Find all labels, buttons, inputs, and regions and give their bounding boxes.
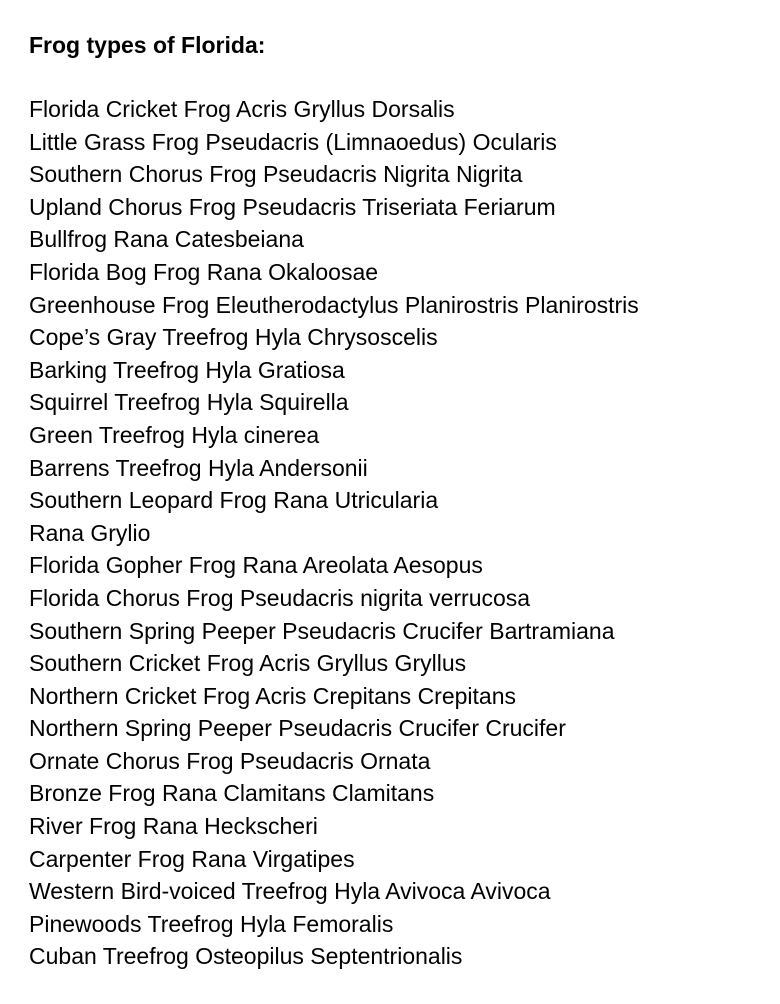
list-item: Western Bird-voiced Treefrog Hyla Avivoca Avivoca <box>29 878 551 905</box>
list-item: Bronze Frog Rana Clamitans Clamitans <box>29 780 435 807</box>
list-item: Southern Cricket Frog Acris Gryllus Gryllus <box>29 650 467 677</box>
list-item: Cope’s Gray Treefrog Hyla Chrysoscelis <box>29 324 438 351</box>
list-item: Northern Cricket Frog Acris Crepitans Crepitans <box>29 682 516 709</box>
list-item: Florida Cricket Frog Acris Gryllus Dorsalis <box>29 96 455 122</box>
list-item: Barking Treefrog Hyla Gratiosa <box>29 356 345 383</box>
list-item: Southern Chorus Frog Pseudacris Nigrita Nigrita <box>29 161 523 188</box>
list-item: Northern Spring Peeper Pseudacris Crucifer Crucifer <box>29 715 566 742</box>
list-item: Carpenter Frog Rana Virgatipes <box>29 845 355 872</box>
document-body <box>29 29 774 973</box>
list-item: Upland Chorus Frog Pseudacris Triseriata Feriarum <box>29 193 556 220</box>
list-item: Barrens Treefrog Hyla Andersonii <box>29 454 368 481</box>
list-item: Squirrel Treefrog Hyla Squirella <box>29 389 349 416</box>
list-item: Pinewoods Treefrog Hyla Femoralis <box>29 910 394 937</box>
list-item: Florida Bog Frog Rana Okaloosae <box>29 258 379 285</box>
list-item: Southern Leopard Frog Rana Utricularia <box>29 487 439 514</box>
list-item: River Frog Rana Heckscheri <box>29 813 318 840</box>
frog-list <box>29 93 774 973</box>
list-item: Bullfrog Rana Catesbeiana <box>29 226 304 253</box>
list-item: Green Treefrog Hyla cinerea <box>29 421 320 448</box>
list-item: Ornate Chorus Frog Pseudacris Ornata <box>29 747 431 774</box>
list-item: Rana Grylio <box>29 519 151 546</box>
list-item: Little Grass Frog Pseudacris (Limnaoedus) Ocularis <box>29 128 557 155</box>
list-item: Southern Spring Peeper Pseudacris Crucifer Bartramiana <box>29 617 615 644</box>
list-item: Florida Gopher Frog Rana Areolata Aesopus <box>29 552 483 579</box>
list-item: Florida Chorus Frog Pseudacris nigrita verrucosa <box>29 584 531 611</box>
list-item: Greenhouse Frog Eleutherodactylus Planirostris Planirostris <box>29 291 639 318</box>
document-title: Frog types of Florida: <box>29 32 266 58</box>
list-item: Cuban Treefrog Osteopilus Septentrionalis <box>29 943 463 970</box>
